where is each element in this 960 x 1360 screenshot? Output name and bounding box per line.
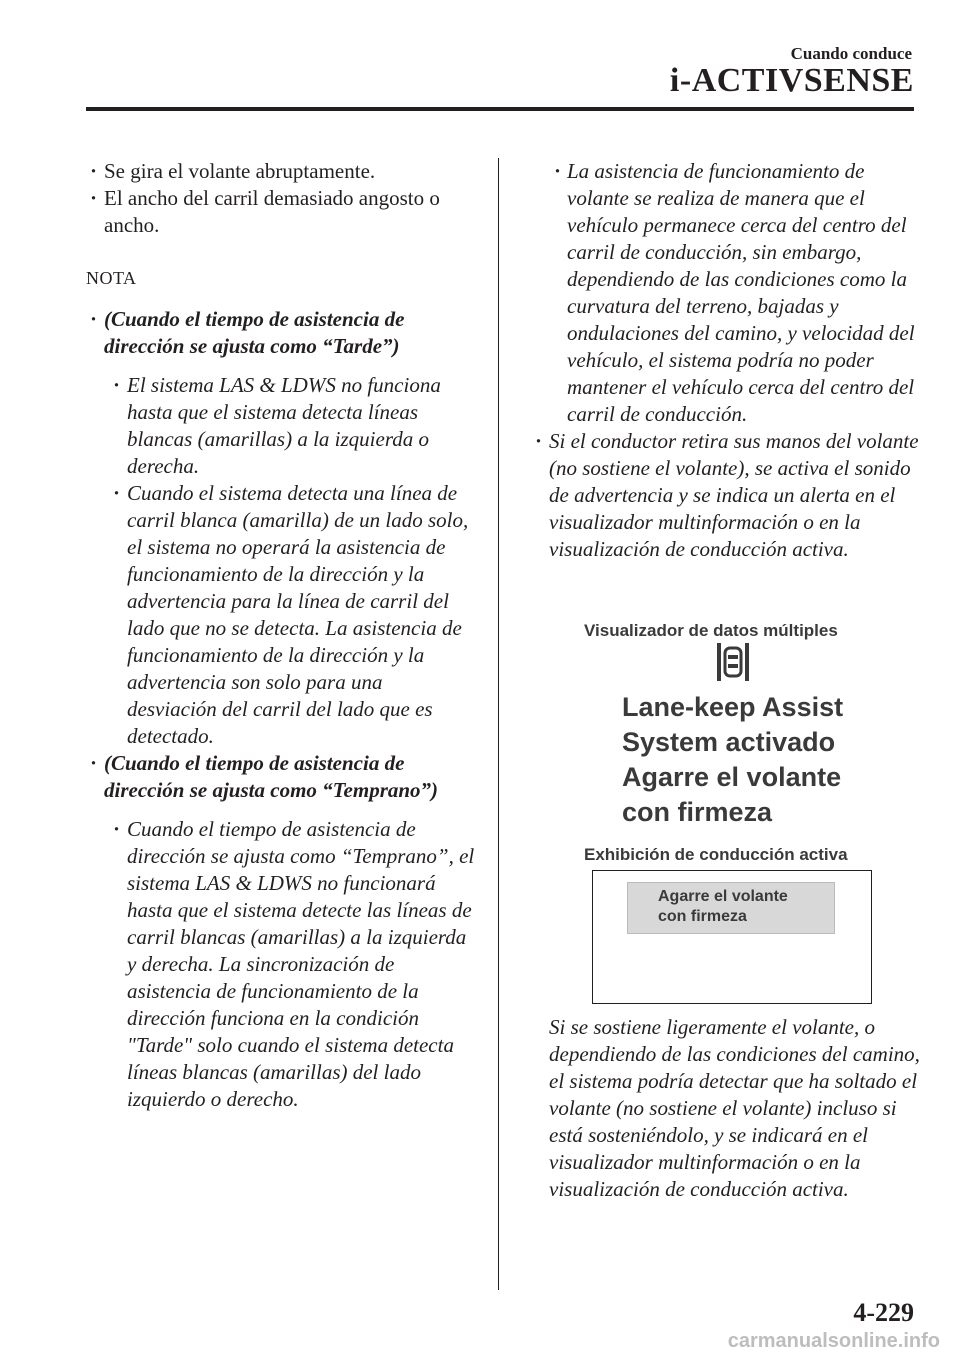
message-line: con firmeza: [658, 908, 747, 925]
bullet-item: · Se gira el volante abruptamente.: [86, 158, 476, 185]
figure-label-active-driving-display: Exhibición de conducción activa: [584, 845, 848, 864]
figure-label-multi-display: Visualizador de datos múltiples: [584, 621, 838, 640]
chapter-title: i-ACTIVSENSE: [669, 62, 914, 99]
section-title: Cuando conduce: [790, 44, 912, 63]
note-subheading-temprano: · (Cuando el tiempo de asistencia de dirección se ajusta como “Temprano”): [86, 750, 476, 804]
multi-display-message: [622, 690, 843, 830]
note-item: · Si el conductor retira sus manos del volante (no sostiene el volante), se activa el sonido de advertencia y se indica un alerta en el visualizador multinformación o en la visualización de conducción activa.: [530, 428, 920, 563]
left-column: [86, 158, 476, 1113]
message-line: con firmeza: [622, 797, 773, 827]
note-item: · Cuando el sistema detecta una línea de carril blanca (amarilla) de un lado solo, el sistema no operará la asistencia de funcionamiento de la dirección y la advertencia para la línea de carril del lado que no se detecta. La asistencia de funcionamiento de la dirección y la advertencia son solo para una desviación del carril del lado que es detectado.: [86, 480, 476, 750]
right-column: [530, 158, 920, 563]
note-subheading-tarde: · (Cuando el tiempo de asistencia de dirección se ajusta como “Tarde”): [86, 306, 476, 360]
message-line: Lane-keep Assist: [622, 692, 844, 722]
header-rule: [86, 107, 914, 111]
bullet-item: · El ancho del carril demasiado angosto o ancho.: [86, 185, 476, 239]
figure-caption-paragraph: Si se sostiene ligeramente el volante, o dependiendo de las condiciones del camino, el sistema podría detectar que ha soltado el volante (no sostiene el volante) incluso si está sosteniéndolo, y se indicará en el visualizador multinformación o en la visualización de conducción activa.: [549, 1015, 920, 1201]
watermark: carmanualsonline.info: [727, 1330, 940, 1352]
page-number: 4-229: [853, 1298, 914, 1327]
message-line: System activado: [622, 727, 836, 757]
note-heading: NOTA: [86, 268, 137, 288]
note-item: · Cuando el tiempo de asistencia de dirección se ajusta como “Temprano”, el sistema LAS & LDWS no funcionará hasta que el sistema detecte las líneas de carril blancas (amarillas) a la izquierda y derecha. La sincronización de asistencia de funcionamiento de la dirección funciona en la condición "Tarde" solo cuando el sistema detecta líneas blancas (amarillas) del lado izquierdo o derecho.: [86, 816, 476, 1113]
lane-keep-assist-icon: [716, 642, 750, 682]
message-line: Agarre el volante: [658, 888, 788, 905]
note-item: · El sistema LAS & LDWS no funciona hasta que el sistema detecta líneas blancas (amarillas) a la izquierda o derecha.: [86, 372, 476, 480]
column-divider: [498, 158, 499, 1290]
active-driving-display-message: [627, 882, 835, 934]
note-item-continued: · La asistencia de funcionamiento de volante se realiza de manera que el vehículo permanece cerca del centro del carril de conducción, sin embargo, dependiendo de las condiciones como la curvatura del terreno, bajadas y ondulaciones del camino, y velocidad del vehículo, el sistema podría no poder mantener el vehículo cerca del centro del carril de conducción.: [530, 158, 920, 428]
message-line: Agarre el volante: [622, 762, 842, 792]
